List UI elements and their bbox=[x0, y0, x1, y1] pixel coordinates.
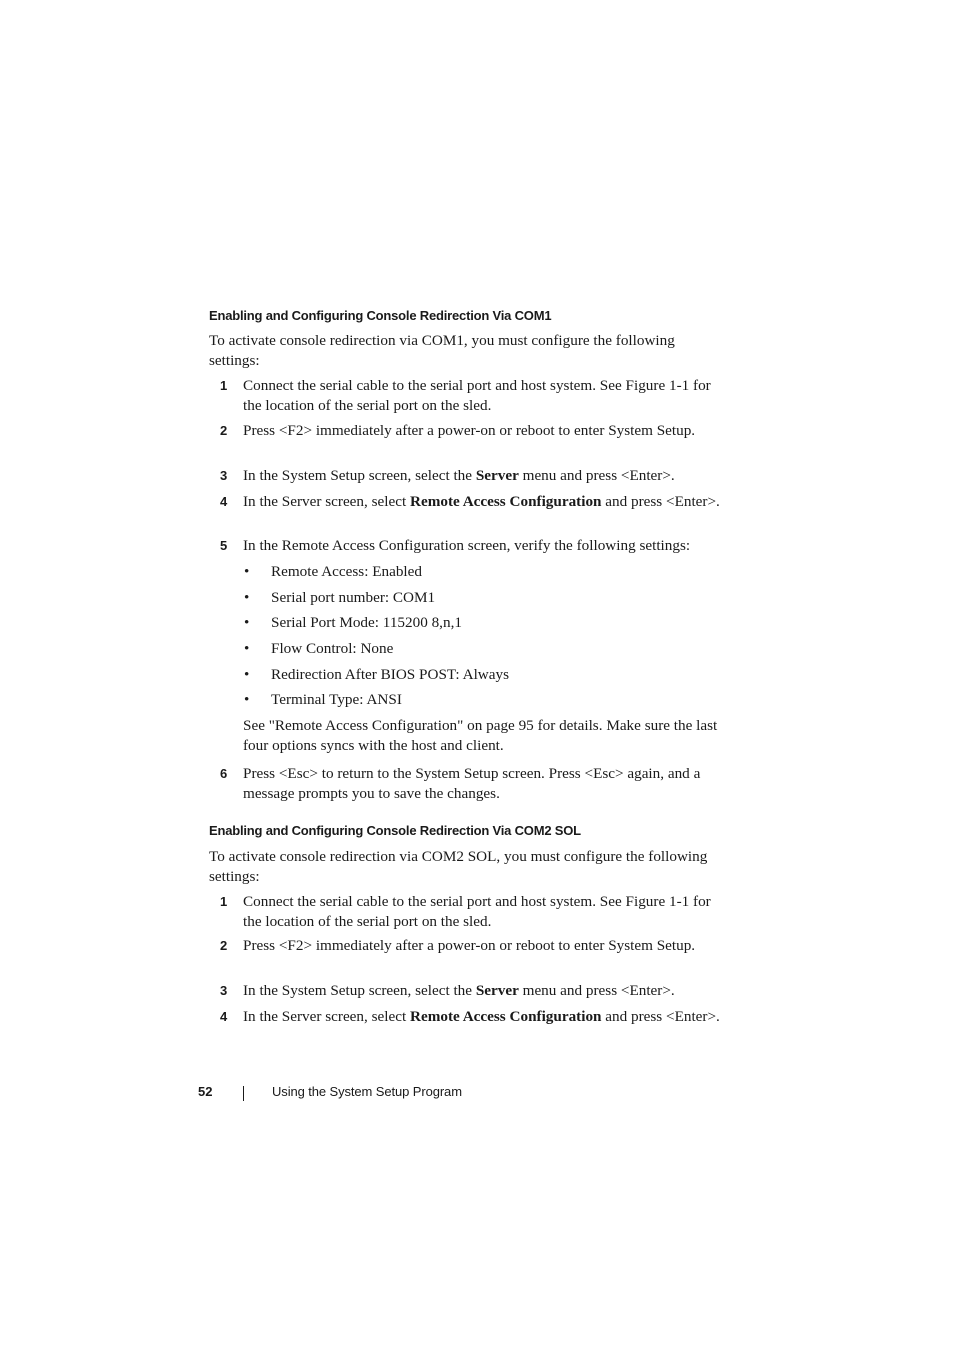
step-text: Press <F2> immediately after a power-on or reboot to enter System Setup. bbox=[243, 422, 696, 439]
bullet-icon: • bbox=[244, 640, 250, 657]
step-number: 5 bbox=[220, 538, 228, 553]
list-item-text: Flow Control: None bbox=[271, 640, 394, 657]
step-text: In the Server screen, select Remote Access Configuration and press <Enter>. bbox=[243, 1008, 720, 1025]
section-intro-com2-sol: To activate console redirection via COM2 SOL, you must configure the following settings: bbox=[209, 848, 708, 885]
step-number: 3 bbox=[220, 468, 228, 483]
step-number: 3 bbox=[220, 983, 228, 998]
ui-term-server: Server bbox=[475, 982, 519, 999]
list-item-text: Remote Access: Enabled bbox=[271, 563, 422, 580]
step-text: Press <Esc> to return to the System Setup screen. Press <Esc> again, and a message prompts you to save the changes. bbox=[243, 765, 701, 802]
bullet-icon: • bbox=[244, 666, 250, 683]
footer-divider bbox=[243, 1086, 244, 1101]
chapter-title: Using the System Setup Program bbox=[272, 1084, 462, 1099]
bullet-icon: • bbox=[244, 614, 250, 631]
bullet-icon: • bbox=[244, 589, 250, 606]
step-number: 1 bbox=[220, 894, 228, 909]
list-item-text: Terminal Type: ANSI bbox=[271, 691, 402, 708]
section-heading-com2-sol: Enabling and Configuring Console Redirection Via COM2 SOL bbox=[209, 823, 581, 838]
list-item-text: Redirection After BIOS POST: Always bbox=[271, 666, 510, 683]
step-number: 4 bbox=[220, 494, 228, 509]
bullet-icon: • bbox=[244, 563, 250, 580]
section-heading-com1: Enabling and Configuring Console Redirection Via COM1 bbox=[209, 308, 552, 323]
step-number: 4 bbox=[220, 1009, 228, 1024]
step-text: In the Server screen, select Remote Access Configuration and press <Enter>. bbox=[243, 493, 720, 510]
step-number: 1 bbox=[220, 378, 228, 393]
step-text: In the Remote Access Configuration screen, verify the following settings: bbox=[243, 537, 691, 554]
section-intro-com1: To activate console redirection via COM1, you must configure the following settings: bbox=[209, 332, 675, 369]
list-item-text: Serial port number: COM1 bbox=[271, 589, 436, 606]
step-text: In the System Setup screen, select the Server menu and press <Enter>. bbox=[243, 467, 675, 484]
page-number: 52 bbox=[198, 1084, 213, 1099]
ui-term-server: Server bbox=[475, 467, 519, 484]
note-text: See "Remote Access Configuration" on page 95 for details. Make sure the last four options syncs with the host and client. bbox=[243, 717, 718, 754]
step-text: In the System Setup screen, select the Server menu and press <Enter>. bbox=[243, 982, 675, 999]
ui-term-remote-access-configuration: Remote Access Configuration bbox=[409, 1008, 602, 1025]
ui-term-remote-access-configuration: Remote Access Configuration bbox=[409, 493, 602, 510]
step-text: Connect the serial cable to the serial port and host system. See Figure 1-1 for the location of the serial port on the sled. bbox=[243, 377, 711, 414]
step-number: 2 bbox=[220, 938, 228, 953]
list-item-text: Serial Port Mode: 115200 8,n,1 bbox=[271, 614, 462, 631]
bullet-icon: • bbox=[244, 691, 250, 708]
step-text: Press <F2> immediately after a power-on or reboot to enter System Setup. bbox=[243, 937, 696, 954]
step-text: Connect the serial cable to the serial port and host system. See Figure 1-1 for the location of the serial port on the sled. bbox=[243, 893, 711, 930]
step-number: 6 bbox=[220, 766, 228, 781]
step-number: 2 bbox=[220, 423, 228, 438]
